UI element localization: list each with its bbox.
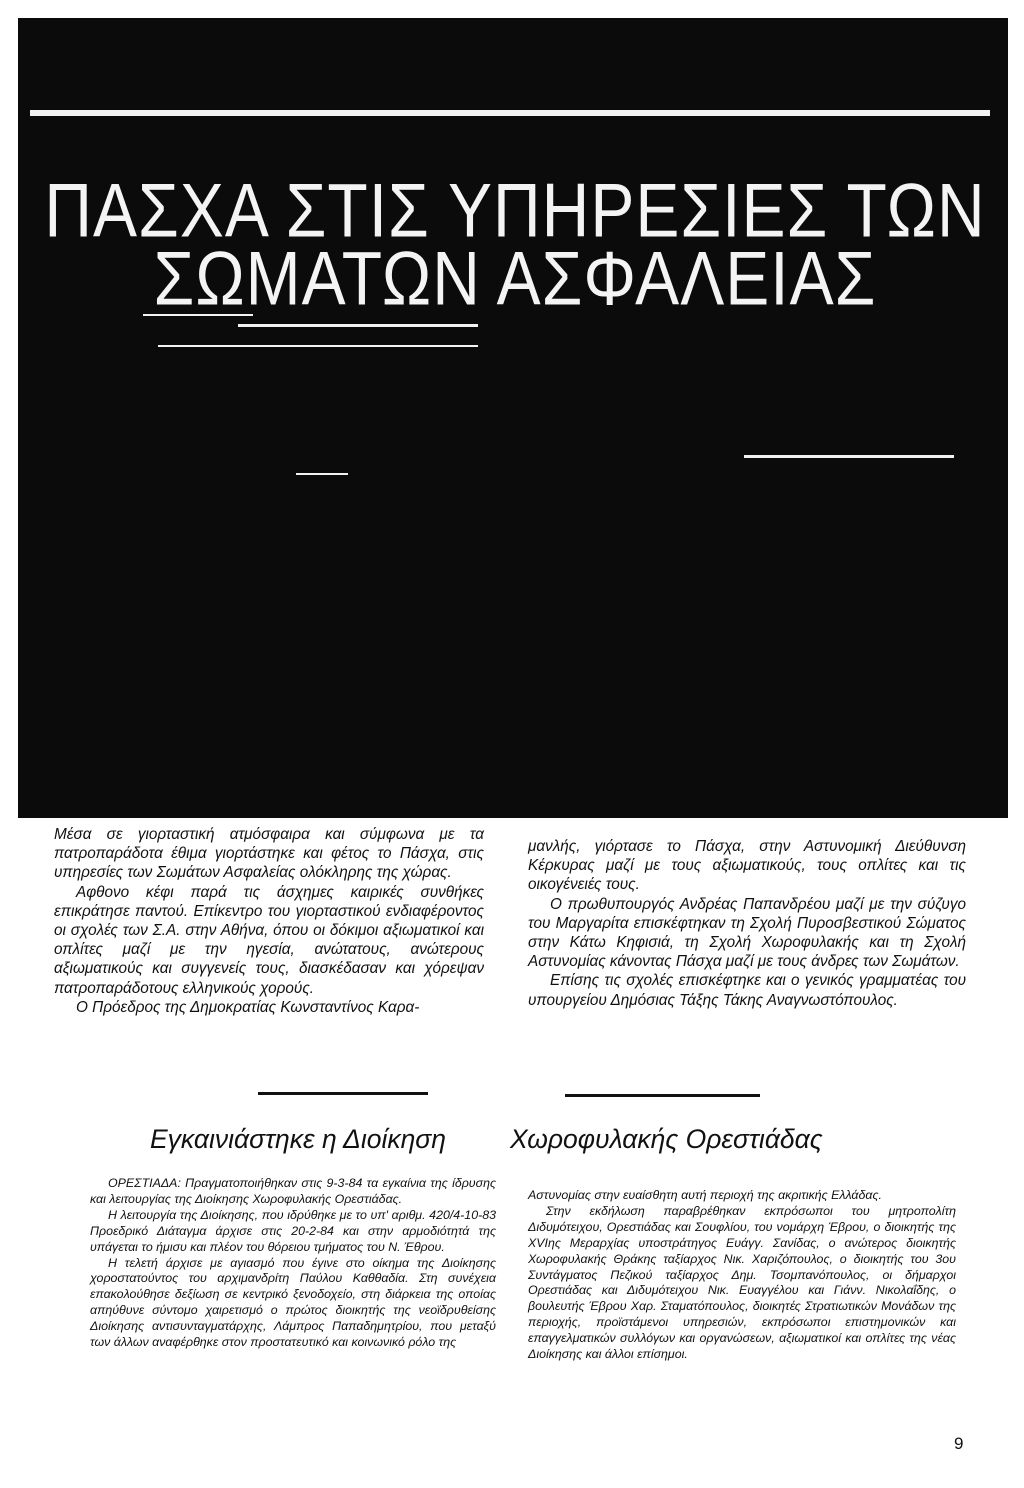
- second-article-column-left: [90, 1176, 496, 1351]
- article-column-left: [54, 825, 484, 1017]
- headline-part-1: Εγκαινιάστηκε η Διοίκηση: [150, 1124, 447, 1154]
- mid-rule-left: [296, 473, 348, 475]
- paragraph: Η λειτουργία της Διοίκησης, που ιδρύθηκε με το υπ' αριθμ. 420/4-10-83 Προεδρικό Διάταγμα άρχισε στις 20-2-84 και στην αρμοδιότητά της υπάγεται το ήμισυ και πλέον του θόρειου τμήματος του Ν. Έθρου.: [90, 1207, 496, 1254]
- header-photo-block: [18, 18, 1008, 818]
- paragraph: Μέσα σε γιορταστική ατμόσφαιρα και σύμφωνα με τα πατροπαράδοτα έθιμα γιορτάστηκε και φέτος το Πάσχα, στις υπηρεσίες των Σωμάτων Ασφαλείας ολόκληρης της χώρας.: [54, 826, 484, 882]
- paragraph: Αφθονο κέφι παρά τις άσχημες καιρικές συνθήκες επικράτησε παντού. Επίκεντρο του γιορταστικού ενδιαφέροντος οι σχολές των Σ.Α. στην Αθήνα, όπου οι δόκιμοι αξιωματικοί και οπλίτες μαζί με την ηγεσία, ανώτατους, ανώτερους αξιωματικούς και συγγενείς τους, διασκέδασαν και χόρεψαν πατροπαράδοτους ελληνικούς χορούς.: [54, 883, 484, 997]
- article-column-right: [528, 837, 966, 1010]
- second-article-column-right: [528, 1188, 956, 1363]
- headline-part-2: Χωροφυλακής Ορεστιάδας: [510, 1124, 823, 1154]
- paragraph: Επίσης τις σχολές επισκέφτηκε και ο γενικός γραμματέας του υπουργείου Δημόσιας Τάξης Τάκης Αναγνωστόπουλος.: [528, 972, 966, 1009]
- page-number: 9: [954, 1434, 964, 1453]
- separator-rule-right: [565, 1094, 760, 1097]
- paragraph: Στην εκδήλωση παραβρέθηκαν εκπρόσωποι του μητροπολίτη Διδυμότειχου, Ορεστιάδας και Σουφλίου, του νομάρχη Έβρου, ο διοικητής της XVIης Μεραρχίας υποστράτηγος Ευάγγ. Σανίδας, ο ανώτερος διοικητής Χωροφυλακής Θράκης ταξίαρχος Νικ. Χαριζόπουλος, ο διοικητής του 3ου Συντάγματος Πεζικού ταξίαρχος Δημ. Τσομπανόπουλος, οι δήμαρχοι Ορεστιάδας και Διδυμότειχου Νικ. Ευαγγέλου και Γιάνν. Νικολαΐδης, ο βουλευτής Έβρου Χαρ. Σταματόπουλος, διοικητές Στρατιωτικών Μονάδων της περιοχής, προϊστάμενοι υπηρεσιών, εκπρόσωποι επιστημονικών και επαγγελματικών συλλόγων και οργανώσεων, αξιωματικοί και οπλίτες της νέας Διοίκησης και άλλοι επίσημοι.: [528, 1203, 956, 1362]
- separator-rule-left: [258, 1092, 428, 1095]
- paragraph: Ο Πρόεδρος της Δημοκρατίας Κωνσταντίνος Καρα-: [76, 998, 420, 1016]
- second-article-headline: [30, 1124, 990, 1164]
- title-underline-3: [158, 345, 478, 347]
- top-rule: [30, 110, 990, 116]
- paragraph: Η τελετή άρχισε με αγιασμό που έγινε στο οίκημα της Διοίκησης χοροστατούντος του αρχιμανδρίτη Παύλου Καθθαδία. Στη συνέχεια επακολούθησε δεξίωση σε κεντρικό ξενοδοχείο, στη διάρκεια της οποίας απηύθυνε σύντομο χαιρετισμό ο πρώτος διοικητής της νεοϊδρυθείσης Διοίκησης αντισυνταγματάρχης, Λάμπρος Παπαδημητρίου, που μεταξύ των άλλων αναφέρθηκε στον προστατευτικό και κοινωνικό ρόλο της: [90, 1255, 496, 1350]
- page-title-line-2: ΣΩΜΑΤΩΝ ΑΣΦΑΛΕΙΑΣ: [153, 235, 877, 321]
- paragraph: Αστυνομίας στην ευαίσθητη αυτή περιοχή της ακριτικής Ελλάδας.: [528, 1188, 882, 1202]
- paragraph: μανλής, γιόρτασε το Πάσχα, στην Αστυνομική Διεύθυνση Κέρκυρας μαζί με τους αξιωματικούς, τους οπλίτες και τις οικογένειές τους.: [528, 838, 966, 894]
- mid-rule-right: [744, 455, 954, 458]
- paragraph: Ο πρωθυπουργός Ανδρέας Παπανδρέου μαζί με την σύζυγο του Μαργαρίτα επισκέφτηκαν τη Σχολή Πυροσβεστικού Σώματος στην Κάτω Κηφισιά, τη Σχολή Χωροφυλακής και τη Σχολή Αστυνομίας κάνοντας Πάσχα μαζί με τους άνδρες των Σωμάτων.: [528, 895, 966, 971]
- page-title-line-1: ΠΑΣΧΑ ΣΤΙΣ ΥΠΗΡΕΣΙΕΣ ΤΩΝ: [44, 167, 986, 253]
- paragraph: ΟΡΕΣΤΙΑΔΑ: Πραγματοποιήθηκαν στις 9-3-84 τα εγκαίνια της ίδρυσης και λειτουργίας της Διοίκησης Χωροφυλακής Ορεστιάδας.: [90, 1176, 496, 1206]
- title-underline-2: [238, 324, 478, 327]
